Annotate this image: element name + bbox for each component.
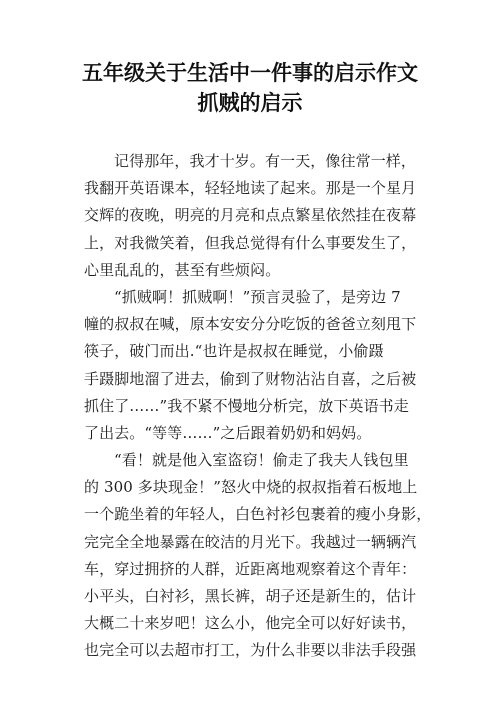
text-line: 也完全可以去超市打工，为什么非要以非法手段强 <box>84 641 417 660</box>
text-line: 筷子，破门而出.“也许是叔叔在睡觉，小偷蹑 <box>84 342 384 361</box>
text-line: 一个跪坐着的年轻人，白色衬衫包裹着的瘦小身影， <box>84 505 432 524</box>
text-line: 了出去。“等等……”之后跟着奶奶和妈妈。 <box>84 423 372 442</box>
text-line: 大概二十来岁吧！这么小，他完全可以好好读书， <box>84 614 417 633</box>
text-line: “看！就是他入室盗窃！偷走了我夫人钱包里 <box>114 451 409 470</box>
text-line: 抓住了……”我不紧不慢地分析完，放下英语书走 <box>84 396 409 415</box>
text-line: 交辉的夜晚，明亮的月亮和点点繁星依然挂在夜幕 <box>84 206 417 225</box>
text-line: 记得那年，我才十岁。有一天，像往常一样， <box>114 152 417 170</box>
title-line-main: 五年级关于生活中一件事的启示作文 <box>82 61 418 85</box>
text-line: 幢的叔叔在喊，原本安安分分吃饭的爸爸立刻甩下 <box>84 315 417 334</box>
text-line: 我翻开英语课本，轻轻地读了起来。那是一个星月 <box>84 179 417 198</box>
text-line: 上，对我微笑着，但我总觉得有什么事要发生了， <box>84 233 417 252</box>
document-title <box>0 58 500 118</box>
text-line: 手蹑脚地溜了进去，偷到了财物沾沾自喜，之后被 <box>84 369 417 388</box>
text-line: 的 300 多块现金！”怒火中烧的叔叔指着石板地上 <box>84 478 418 497</box>
text-line: 完完全全地暴露在皎洁的月光下。我越过一辆辆汽 <box>84 532 417 551</box>
article-body <box>84 148 432 665</box>
title-line-sub: 抓贼的启示 <box>197 91 303 115</box>
text-line: 心里乱乱的，甚至有些烦闷。 <box>84 260 281 279</box>
text-line: 小平头，白衬衫，黑长裤，胡子还是新生的，估计 <box>84 587 417 605</box>
text-line: 车，穿过拥挤的人群，近距离地观察着这个青年： <box>84 559 417 578</box>
text-line: “抓贼啊！抓贼啊！”预言灵验了，是旁边 7 <box>114 287 401 306</box>
